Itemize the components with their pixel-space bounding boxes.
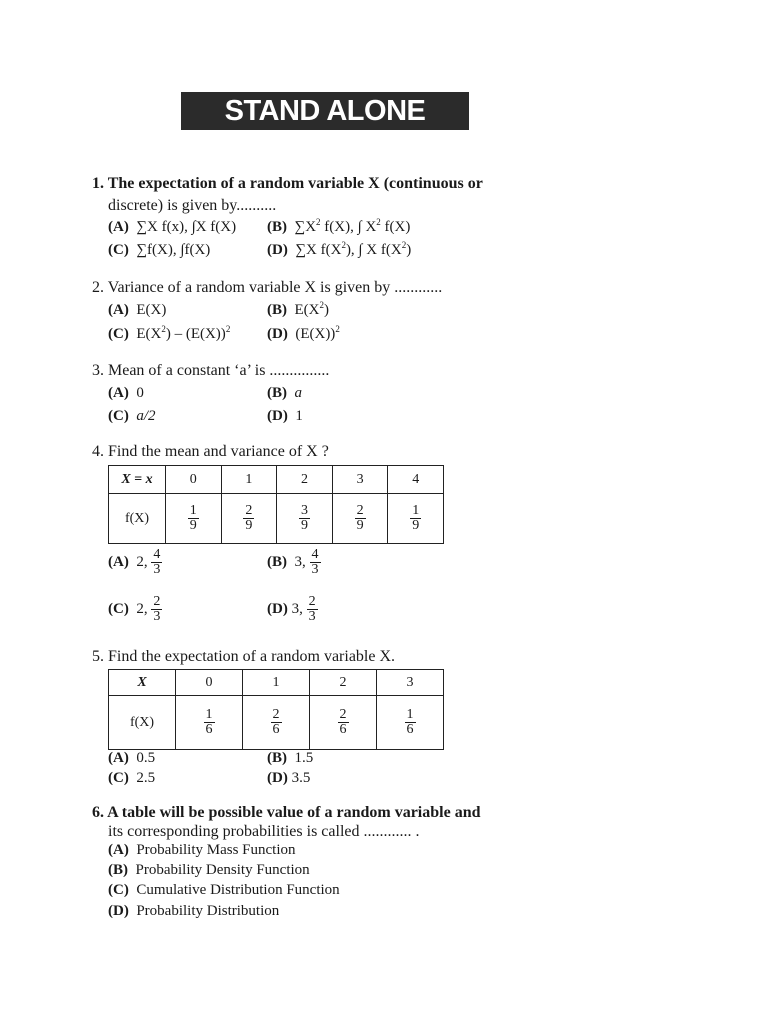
- option-label: (B): [267, 219, 287, 235]
- option-label: (D): [267, 242, 288, 258]
- question-4-table: [108, 465, 444, 544]
- option-fraction: $\frac{2}{3}$: [153, 594, 161, 624]
- option-label: (D): [267, 770, 288, 786]
- table-header-cell: f(X): [109, 494, 166, 544]
- page-title-banner: STAND ALONE MCQs: [181, 92, 469, 130]
- option-label: (C): [108, 770, 129, 786]
- table-row: [109, 670, 444, 696]
- question-1-stem-line2: discrete) is given by..........: [108, 197, 277, 214]
- option-label: (D): [267, 408, 288, 424]
- table-row: [109, 466, 444, 494]
- question-2-stem: 2. Variance of a random variable X is given by ............: [92, 279, 443, 296]
- option-label: (B): [267, 750, 287, 766]
- option-label: (A): [108, 553, 129, 570]
- table-cell: 4: [388, 466, 444, 494]
- option-label: (C): [108, 600, 129, 617]
- table-cell: 0: [166, 466, 222, 494]
- table-cell: 2: [277, 466, 333, 494]
- option-text: 3,: [294, 553, 306, 570]
- table-cell: 1: [243, 670, 310, 696]
- option-label: (A): [108, 219, 129, 235]
- option-label: (B): [108, 862, 128, 878]
- option-text: 0.5: [136, 750, 156, 766]
- option-label: (D): [267, 326, 288, 342]
- table-cell: $\frac{2}{9}$: [332, 494, 388, 544]
- option-label: (B): [267, 302, 287, 318]
- question-3-stem: 3. Mean of a constant ‘a’ is ...............: [92, 362, 330, 379]
- question-3-option-d: [267, 408, 303, 425]
- option-text: a: [294, 385, 302, 401]
- question-3-option-a: [108, 385, 144, 402]
- question-5-option-c: [108, 770, 155, 787]
- option-text: 2.5: [136, 770, 156, 786]
- table-cell: 3: [377, 670, 444, 696]
- question-6-option-d: [108, 903, 279, 920]
- table-cell: 3: [332, 466, 388, 494]
- option-text: Probability Mass Function: [136, 842, 296, 858]
- option-label: (B): [267, 553, 287, 570]
- question-6-stem-line1: 6. A table will be possible value of a random variable and: [92, 804, 481, 821]
- question-1-option-a: [108, 219, 236, 236]
- option-label: (C): [108, 408, 129, 424]
- table-row: [109, 696, 444, 750]
- question-6-option-c: [108, 882, 340, 899]
- option-text: 2,: [136, 600, 148, 617]
- table-cell: $\frac{2}{6}$: [243, 696, 310, 750]
- option-fraction: $\frac{4}{3}$: [153, 547, 161, 577]
- table-cell: 2: [310, 670, 377, 696]
- question-5-option-b: [267, 750, 313, 767]
- question-4-option-c: [108, 595, 162, 624]
- question-6-option-a: [108, 842, 296, 859]
- table-cell: $\frac{1}{9}$: [166, 494, 222, 544]
- option-label: (C): [108, 242, 129, 258]
- question-2-option-c: [108, 326, 230, 343]
- option-text: $(E(X))^2$: [295, 324, 340, 342]
- option-text: ∑X $f(X^2)$, ∫ X $f(X^2)$: [295, 240, 412, 258]
- table-cell: $\frac{2}{6}$: [310, 696, 377, 750]
- question-5-stem: 5. Find the expectation of a random variable X.: [92, 648, 396, 665]
- table-cell: $\frac{3}{9}$: [277, 494, 333, 544]
- option-text: a/2: [136, 408, 156, 424]
- question-4-stem: 4. Find the mean and variance of X ?: [92, 443, 329, 460]
- option-text: Cumulative Distribution Function: [136, 882, 340, 898]
- question-5-option-d: [267, 770, 310, 787]
- option-text: E(X): [136, 302, 167, 318]
- question-4-option-d: [267, 595, 318, 624]
- table-cell: $\frac{1}{6}$: [377, 696, 444, 750]
- table-cell: 0: [176, 670, 243, 696]
- option-label: (A): [108, 385, 129, 401]
- question-4-option-a: [108, 548, 162, 577]
- option-label: (A): [108, 302, 129, 318]
- option-text: Probability Distribution: [136, 903, 280, 919]
- option-text: ∑X f(x), ∫X f(X): [136, 219, 237, 235]
- option-text: Probability Density Function: [135, 862, 310, 878]
- option-text: $E(X^2) - (E(X))^2$: [136, 324, 231, 342]
- table-cell: 1: [221, 466, 277, 494]
- question-1-stem-line1: 1. The expectation of a random variable X (continuous or: [92, 175, 483, 192]
- table-cell: $\frac{1}{6}$: [176, 696, 243, 750]
- question-2-option-d: [267, 326, 340, 343]
- option-label: (B): [267, 385, 287, 401]
- question-1-option-b: [267, 219, 410, 236]
- option-text: 3.5: [291, 770, 311, 786]
- option-label: (D): [108, 903, 129, 919]
- table-header-cell: f(X): [109, 696, 176, 750]
- option-label: (D): [267, 600, 288, 617]
- table-cell: $\frac{1}{9}$: [388, 494, 444, 544]
- table-header-cell: X: [109, 670, 176, 696]
- question-2-option-b: [267, 302, 329, 319]
- option-text: $E(X^2)$: [294, 300, 329, 318]
- option-fraction: $\frac{4}{3}$: [311, 547, 319, 577]
- option-label: (A): [108, 842, 129, 858]
- option-text: ∑f(X), ∫f(X): [136, 242, 211, 258]
- option-text: 0: [136, 385, 144, 401]
- question-3-option-c: [108, 408, 156, 425]
- table-header-cell: X = x: [109, 466, 166, 494]
- question-2-option-a: [108, 302, 166, 319]
- option-fraction: $\frac{2}{3}$: [308, 594, 316, 624]
- option-text: $\sum X^2$ f(X), ∫ $X^2$ f(X): [294, 217, 411, 235]
- option-text: 3,: [291, 600, 303, 617]
- option-label: (C): [108, 882, 129, 898]
- question-3-option-b: [267, 385, 302, 402]
- option-label: (C): [108, 326, 129, 342]
- option-label: (A): [108, 750, 129, 766]
- question-4-option-b: [267, 548, 321, 577]
- question-5-option-a: [108, 750, 155, 767]
- question-1-option-c: [108, 242, 210, 259]
- question-5-table: [108, 669, 444, 750]
- question-1-option-d: [267, 242, 411, 259]
- option-text: 1: [295, 408, 303, 424]
- option-text: 1.5: [294, 750, 314, 766]
- question-6-stem-line2: its corresponding probabilities is called ............ .: [108, 823, 420, 840]
- table-cell: $\frac{2}{9}$: [221, 494, 277, 544]
- option-text: 2,: [136, 553, 148, 570]
- table-row: [109, 494, 444, 544]
- question-6-option-b: [108, 862, 310, 879]
